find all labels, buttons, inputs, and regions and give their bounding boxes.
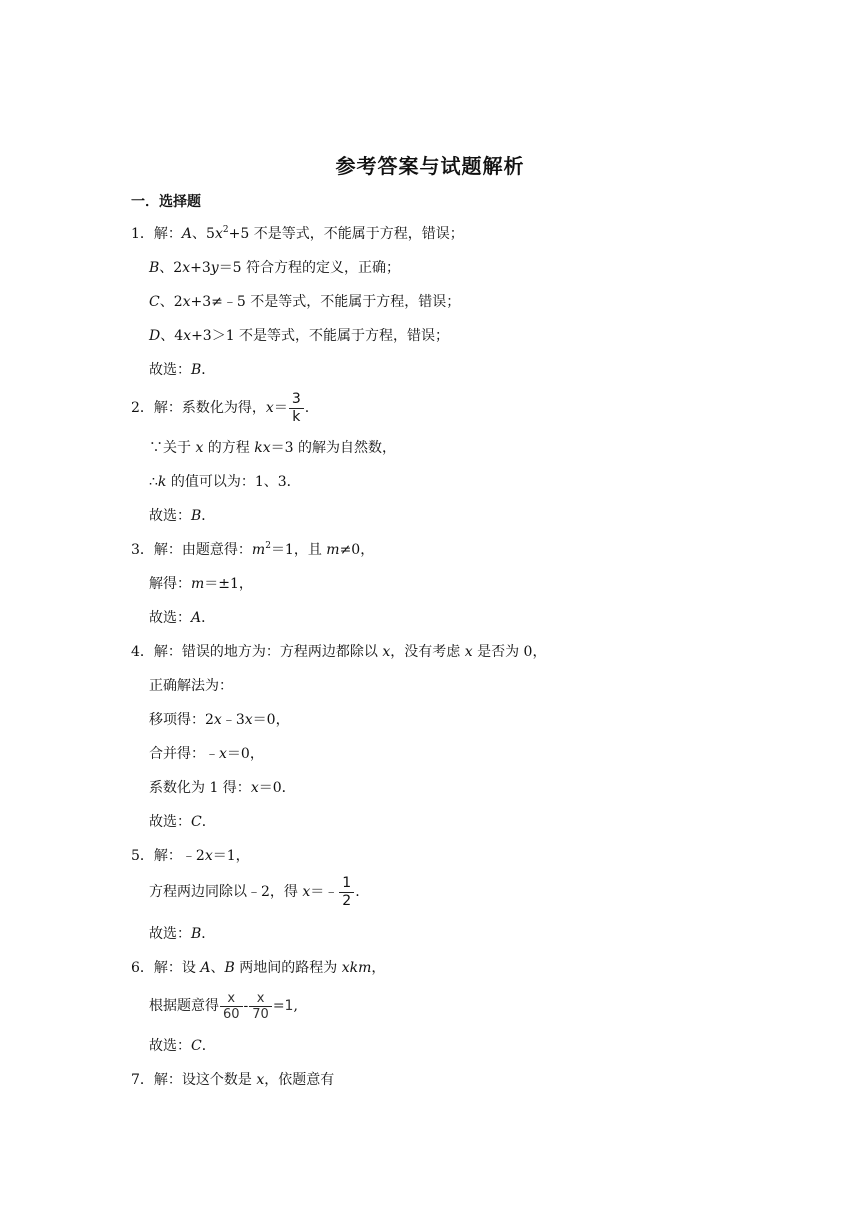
q6-answer: 故选：C． (149, 1038, 216, 1054)
q4-answer: 故选：C． (149, 814, 216, 830)
q2-answer: 故选：B． (149, 508, 216, 524)
q6-number: 6． (131, 960, 154, 976)
q4-line2: 正确解法为： (149, 678, 233, 694)
page-title: 参考答案与试题解析 (335, 154, 525, 178)
q1-line2: B、2x+3y＝5 符合方程的定义，正确； (149, 260, 401, 276)
q6-fraction-60: $\frac{x}{60}$ (220, 991, 243, 1022)
q5-answer: 故选：B． (149, 926, 216, 942)
q2-fraction: $\frac{3}{k}$ (289, 391, 304, 426)
q2-line2: ∵关于 x 的方程 kx＝3 的解为自然数， (149, 440, 397, 456)
q2-line1: 2．解：系数化为得，x＝ $\frac{3}{k}$ . (131, 390, 310, 425)
q4-line3: 移项得：2x﹣3x＝0， (149, 712, 290, 728)
q6-line1: 6．解：设 A、B 两地间的路程为 xkm， (131, 960, 386, 976)
q1-line1: 1．解：A、$5x^2+5$ 不是等式，不能属于方程，错误； (131, 225, 464, 242)
q3-number: 3． (131, 542, 154, 558)
q4-line5: 系数化为 1 得：x＝0． (149, 780, 296, 796)
q5-number: 5． (131, 848, 154, 864)
q4-line1: 4．解：错误的地方为：方程两边都除以 x，没有考虑 x 是否为 0， (131, 644, 547, 660)
q1-answer: 故选：B． (149, 362, 216, 378)
q5-line2: 方程两边同除以﹣2，得 x＝﹣ $\frac{1}{2}$ . (149, 874, 360, 909)
q7-number: 7． (131, 1072, 154, 1088)
q2-line3: ∴k 的值可以为：1、3． (149, 474, 301, 490)
section-heading: 一．选择题 (131, 194, 201, 210)
q5-line1: 5．解：﹣2x＝1， (131, 848, 250, 864)
q1-line3: C、2x+3≠﹣5 不是等式，不能属于方程，错误； (149, 294, 461, 310)
q2-number: 2． (131, 400, 154, 416)
q7-line1: 7．解：设这个数是 x，依题意有 (131, 1072, 335, 1088)
q1-line4: D、4x+3＞1 不是等式，不能属于方程，错误； (149, 328, 450, 344)
q3-line1: 3．解：由题意得：$m^2=1$，且 m≠0， (131, 541, 375, 558)
q1-number: 1． (131, 226, 154, 242)
q5-fraction: $\frac{1}{2}$ (339, 875, 354, 910)
q6-line2: 根据题意得 $\frac{x}{60}$ - $\frac{x}{70}$ =1, (149, 990, 298, 1022)
q4-number: 4． (131, 644, 154, 660)
q4-line4: 合并得：﹣x＝0， (149, 746, 264, 762)
q6-fraction-70: $\frac{x}{70}$ (249, 991, 272, 1022)
q3-answer: 故选：A． (149, 610, 216, 626)
q3-line2: 解得：m＝±1， (149, 576, 253, 592)
